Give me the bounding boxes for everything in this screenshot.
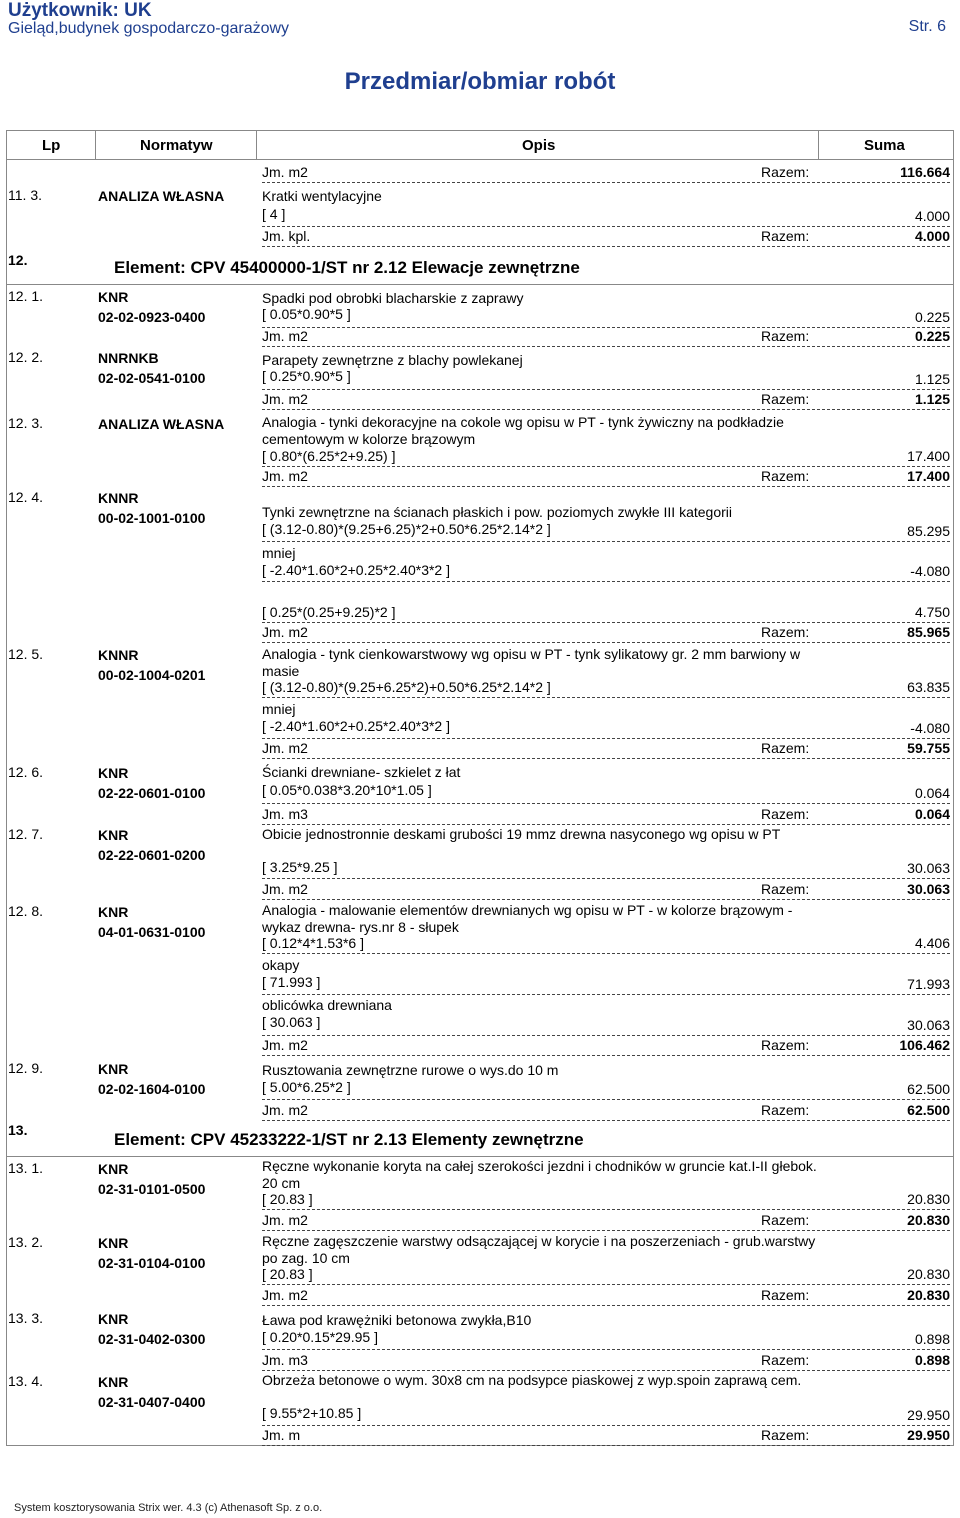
razem-label: Razem: [761,624,810,640]
dashed-separator [262,1445,950,1446]
razem-label: Razem: [761,468,810,484]
unit-label: Jm. m3 [262,806,308,822]
measure-formula: [ 20.83 ] [262,1266,313,1282]
razem-label: Razem: [761,806,810,822]
col-lp: Lp [42,137,61,154]
item-code: 02-31-0407-0400 [98,1394,206,1410]
razem-label: Razem: [761,740,810,756]
item-description: Analogia - tynk cienkowarstwowy wg opisu w PT - tynk sylikatowy gr. 2 mm barwiony w masie [262,646,801,679]
item-description: Obicie jednostronnie deskami grubości 19 mmz drewna nasyconego wg opisu w PT [262,826,781,842]
item-lp: 12. 3. [8,415,44,431]
col-suma: Suma [864,137,905,154]
dashed-separator [262,1120,950,1121]
item-description: Tynki zewnętrzne na ścianach płaskich i pow. poziomych zwykłe III kategorii [262,504,732,520]
item-lp: 12. 4. [8,489,44,505]
item-sum: 20.830 [907,1287,950,1303]
razem-label: Razem: [761,228,810,244]
item-description: Parapety zewnętrzne z blachy powlekanej [262,352,523,368]
measure-formula: [ (3.12-0.80)*(9.25+6.25*2)+0.50*6.25*2.14*2 ] [262,679,551,695]
measure-quantity: 20.830 [907,1266,950,1282]
dashed-separator [262,1305,950,1306]
item-description: Analogia - tynki dekoracyjne na cokole wg opisu w PT - tynk żywiczny na podkładzie cementowym w kolorze brązowym [262,414,784,447]
measure-formula: [ 0.05*0.90*5 ] [262,306,351,322]
measure-formula: [ -2.40*1.60*2+0.25*2.40*3*2 ] [262,562,450,578]
dashed-separator [262,1209,950,1210]
item-lp: 12. 7. [8,826,44,842]
item-normatyw: KNR [98,1311,129,1327]
razem-label: Razem: [761,164,810,180]
item-lp: 12. 1. [8,288,44,304]
razem-label: Razem: [761,328,810,344]
item-description: Kratki wentylacyjne [262,188,382,204]
item-description: Rusztowania zewnętrzne rurowe o wys.do 10 m [262,1062,559,1078]
measure-formula: [ (3.12-0.80)*(9.25+6.25)*2+0.50*6.25*2.14*2 ] [262,521,551,537]
user-label: Użytkownik: UK [8,0,152,21]
measure-formula: [ 0.80*(6.25*2+9.25) ] [262,448,396,464]
item-lp: 13. 2. [8,1234,44,1250]
section-title: Element: CPV 45233222-1/ST nr 2.13 Elementy zewnętrzne [114,1130,584,1149]
dashed-separator [262,226,950,227]
measure-quantity: 0.898 [914,1331,950,1347]
measure-quantity: 30.063 [907,860,950,876]
page-title: Przedmiar/obmiar robót [344,68,616,95]
item-description: Ręczne zagęszczenie warstwy odsączającej w korycie i na poszerzeniach - grub.warstwy po zag. 10 cm [262,1233,816,1266]
dashed-separator [262,1425,950,1426]
measure-formula: [ 9.55*2+10.85 ] [262,1405,362,1421]
unit-label: Jm. m2 [262,624,308,640]
item-code: 02-31-0402-0300 [98,1331,206,1347]
dashed-separator [262,1230,950,1231]
item-description: Ława pod krawężniki betonowa zwykła,B10 [262,1312,532,1328]
unit-label: Jm. kpl. [262,228,311,244]
unit-label: Jm. m2 [262,740,308,756]
item-lp: 12. 5. [8,646,44,662]
unit-label: Jm. m2 [262,881,308,897]
item-code: 00-02-1001-0100 [98,510,206,526]
section-title: Element: CPV 45400000-1/ST nr 2.12 Elewacje zewnętrzne [114,258,580,277]
item-sum: 85.965 [907,624,950,640]
section-divider [6,1156,954,1157]
item-lp: 12. 6. [8,764,44,780]
dashed-separator [262,1370,950,1371]
dashed-separator [262,994,950,995]
item-code: 02-22-0601-0100 [98,785,206,801]
razem-label: Razem: [761,1427,810,1443]
item-code: 02-31-0104-0100 [98,1255,206,1271]
measure-formula: [ 0.12*4*1.53*6 ] [262,935,364,951]
item-normatyw: KNR [98,1161,129,1177]
item-sum: 0.064 [914,806,950,822]
measure-quantity: 1.125 [914,371,950,387]
measure-formula: [ 0.25*(0.25+9.25)*2 ] [262,604,396,620]
table-header [6,130,954,160]
measure-formula: [ 0.25*0.90*5 ] [262,368,351,384]
dashed-separator [262,697,950,698]
dashed-separator [262,327,950,328]
item-lp: 13. 4. [8,1373,44,1389]
dashed-separator [262,1349,950,1350]
dashed-separator [262,581,950,582]
item-code: 02-31-0101-0500 [98,1181,206,1197]
item-code: 00-02-1004-0201 [98,667,206,683]
unit-label: Jm. m2 [262,391,308,407]
unit-label: Jm. m [262,1427,301,1443]
item-code: 02-02-1604-0100 [98,1081,206,1097]
razem-label: Razem: [761,1287,810,1303]
measure-quantity: 62.500 [907,1081,950,1097]
measure-formula: [ 30.063 ] [262,1014,321,1030]
measure-quantity: 4.750 [914,604,950,620]
item-lp: 12. 8. [8,903,44,919]
dashed-separator [262,486,950,487]
item-description: Ręczne wykonanie koryta na całej szerokości jezdni i chodników w gruncie kat.I-II głebok. 20 cm [262,1158,817,1191]
dashed-separator [262,738,950,739]
dashed-separator [262,803,950,804]
col-divider [256,130,257,160]
page-number: Str. 6 [908,18,946,35]
item-sum: 30.063 [907,881,950,897]
dashed-separator [262,758,950,759]
measure-formula: [ 3.25*9.25 ] [262,859,338,875]
dashed-separator [262,824,950,825]
item-sum: 20.830 [907,1212,950,1228]
razem-label: Razem: [761,881,810,897]
dashed-separator [262,1035,950,1036]
item-normatyw: KNR [98,1374,129,1390]
dashed-separator [262,466,950,467]
measure-label: okapy [262,957,300,973]
unit-label: Jm. m2 [262,1212,308,1228]
dashed-separator [262,642,950,643]
item-sum: 17.400 [907,468,950,484]
measure-quantity: 4.406 [914,935,950,951]
dashed-separator [262,899,950,900]
footer: System kosztorysowania Strix wer. 4.3 (c) Athenasoft Sp. z o.o. [14,1502,323,1514]
measure-quantity: -4.080 [910,720,950,736]
item-sum: 116.664 [900,164,950,180]
measure-quantity: 30.063 [907,1017,950,1033]
item-description: Spadki pod obrobki blacharskie z zaprawy [262,290,524,306]
col-opis: Opis [522,137,556,154]
dashed-separator [262,246,950,247]
measure-formula: [ 0.05*0.038*3.20*10*1.05 ] [262,782,432,798]
item-lp: 12. 9. [8,1060,44,1076]
item-description: Ścianki drewniane- szkielet z łat [262,764,461,780]
unit-label: Jm. m2 [262,328,308,344]
item-sum: 29.950 [907,1427,950,1443]
item-normatyw: KNR [98,1061,129,1077]
razem-label: Razem: [761,391,810,407]
dashed-separator [262,182,950,183]
item-sum: 0.898 [914,1352,950,1368]
measure-quantity: 17.400 [907,448,950,464]
item-normatyw: KNR [98,1235,129,1251]
unit-label: Jm. m2 [262,1287,308,1303]
item-normatyw: KNNR [98,647,139,663]
dashed-separator [262,409,950,410]
measure-quantity: 4.000 [914,208,950,224]
item-sum: 106.462 [899,1037,950,1053]
unit-label: Jm. m2 [262,468,308,484]
measure-label: mniej [262,701,296,717]
measure-quantity: 29.950 [907,1407,950,1423]
item-description: Analogia - malowanie elementów drewnianych wg opisu w PT - w kolorze brązowym - wykaz drewna- rys.nr 8 - słupek [262,902,793,935]
razem-label: Razem: [761,1352,810,1368]
item-normatyw: ANALIZA WŁASNA [98,416,225,432]
dashed-separator [262,622,950,623]
item-sum: 4.000 [914,228,950,244]
measure-formula: [ -2.40*1.60*2+0.25*2.40*3*2 ] [262,718,450,734]
item-normatyw: KNR [98,765,129,781]
measure-label: oblicówka drewniana [262,997,392,1013]
razem-label: Razem: [761,1212,810,1228]
measure-quantity: -4.080 [910,563,950,579]
unit-label: Jm. m2 [262,164,308,180]
item-sum: 59.755 [907,740,950,756]
item-normatyw: NNRNKB [98,350,159,366]
dashed-separator [262,878,950,879]
object-name: Gieląd,budynek gospodarczo-garażowy [8,20,290,37]
razem-label: Razem: [761,1102,810,1118]
item-description: Obrzeża betonowe o wym. 30x8 cm na podsypce piaskowej z wyp.spoin zaprawą cem. [262,1372,802,1388]
col-divider [818,130,819,160]
dashed-separator [262,1055,950,1056]
dashed-separator [262,389,950,390]
item-lp: 11. 3. [8,187,42,203]
measure-formula: [ 5.00*6.25*2 ] [262,1079,351,1095]
dashed-separator [262,541,950,542]
item-lp: 13. 1. [8,1160,44,1176]
measure-quantity: 85.295 [907,523,950,539]
item-code: 02-22-0601-0200 [98,847,206,863]
dashed-separator [262,953,950,954]
dashed-separator [262,346,950,347]
item-code: 02-02-0541-0100 [98,370,206,386]
item-sum: 62.500 [907,1102,950,1118]
dashed-separator [262,1099,950,1100]
measure-formula: [ 20.83 ] [262,1191,313,1207]
section-number: 12. [8,252,28,268]
measure-quantity: 63.835 [907,679,950,695]
section-number: 13. [8,1122,28,1138]
measure-quantity: 0.225 [914,309,950,325]
unit-label: Jm. m3 [262,1352,308,1368]
razem-label: Razem: [761,1037,810,1053]
item-normatyw: KNNR [98,490,139,506]
measure-formula: [ 4 ] [262,206,286,222]
unit-label: Jm. m2 [262,1102,308,1118]
item-lp: 13. 3. [8,1310,44,1326]
item-normatyw: KNR [98,904,129,920]
item-normatyw: KNR [98,289,129,305]
item-code: 04-01-0631-0100 [98,924,206,940]
item-sum: 1.125 [914,391,950,407]
measure-quantity: 71.993 [907,976,950,992]
unit-label: Jm. m2 [262,1037,308,1053]
section-divider [6,284,954,285]
dashed-separator [262,1284,950,1285]
measure-quantity: 20.830 [907,1191,950,1207]
item-code: 02-02-0923-0400 [98,309,206,325]
item-normatyw: ANALIZA WŁASNA [98,188,225,204]
item-lp: 12. 2. [8,349,44,365]
measure-formula: [ 0.20*0.15*29.95 ] [262,1329,378,1345]
col-normatyw: Normatyw [140,137,213,154]
item-normatyw: KNR [98,827,129,843]
col-divider [95,130,96,160]
measure-quantity: 0.064 [914,785,950,801]
measure-label: mniej [262,545,296,561]
measure-formula: [ 71.993 ] [262,974,321,990]
item-sum: 0.225 [914,328,950,344]
